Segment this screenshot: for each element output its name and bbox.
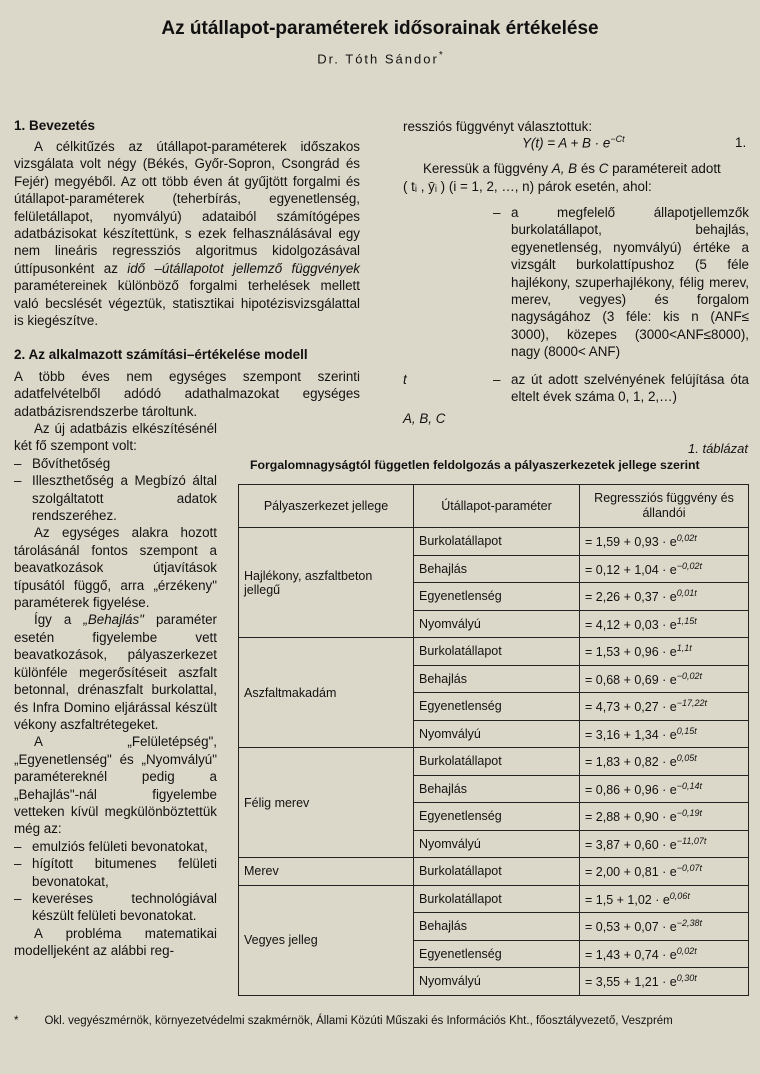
regression-formula-cell <box>580 693 749 721</box>
section-1-paragraph <box>14 138 360 329</box>
table-row <box>239 885 749 913</box>
table-row <box>239 858 749 886</box>
p2-text-c: és <box>577 161 599 176</box>
formula-base: = 4,12 + 0,03 · e <box>585 617 677 632</box>
formula-base: = 2,26 + 0,37 · e <box>585 590 677 605</box>
section-1-emphasis: idő –útállapotot jellemző függvények <box>127 260 360 276</box>
definition-list-2 <box>493 371 749 406</box>
header-regression: Regressziós függvény és állandói <box>580 485 749 528</box>
formula-exponent: −0,19t <box>676 808 703 819</box>
list-item: – keveréses technológiával készült felületi bevonatokat. <box>14 890 217 925</box>
author-line <box>0 50 760 66</box>
parameter-cell: Egyenetlenség <box>414 940 580 968</box>
table-row <box>239 748 749 776</box>
section-2-paragraph-5: A „Felületépség", „Egyenetlenség" és „Nyomvályú" paramétereknél pedig a „Behajlás"-nál figyelembe vetteken kívül megkülönböztettük még az: <box>14 734 217 837</box>
regression-formula-cell <box>580 555 749 583</box>
list-item: – az út adott szelvényének felújítása óta eltelt évek száma 0, 1, 2,…) <box>493 371 749 406</box>
regression-formula-cell <box>580 775 749 803</box>
list-item: – Bővíthetőség <box>14 455 217 472</box>
para-4-text-b: paraméter esetén figyelembe vett beavatkozások, pályaszerkezet különféle megerősítéseit aszfalt betonnal, drénaszfalt burkolattal, és Infra Domino eljárással készült vékony aszfaltrétegeket. <box>14 612 217 732</box>
formula-base: = 0,53 + 0,07 · e <box>585 920 677 935</box>
formula-exponent: 1,1t <box>676 643 692 654</box>
para-4-emphasis: „Behajlás" <box>83 612 144 628</box>
formula-base: = 1,43 + 0,74 · e <box>585 947 677 962</box>
regression-formula-cell <box>580 583 749 611</box>
formula-exponent: 0,05t <box>676 753 697 764</box>
formula-exponent: −0,07t <box>676 863 703 874</box>
regression-formula-cell <box>580 885 749 913</box>
formula-base: = 0,68 + 0,69 · e <box>585 672 677 687</box>
section-2-paragraph-1: A több éves nem egységes szempont szerinti adatfelvételből adódó adathalmazokat egységes adatbázisrendszerbe tároltunk. <box>14 369 360 419</box>
equation-number: 1. <box>735 135 747 150</box>
table-row <box>239 528 749 556</box>
parameter-cell: Behajlás <box>414 913 580 941</box>
formula-exponent: −0,02t <box>676 670 703 681</box>
section-2-paragraph-6: A probléma matematikai modelljeként az alábbi reg- <box>14 925 217 959</box>
formula-base: = 1,59 + 0,93 · e <box>585 535 677 550</box>
formula-exponent: −0,02t <box>676 560 703 571</box>
formula-exponent: 0,06t <box>669 890 690 901</box>
regression-formula-cell <box>580 830 749 858</box>
formula-exponent: −17,22t <box>676 698 708 709</box>
parameter-cell: Behajlás <box>414 775 580 803</box>
formula-exponent: 0,15t <box>676 725 697 736</box>
parameter-cell: Burkolatállapot <box>414 885 580 913</box>
section-1-text-b: paramétereinek különböző forgalmi terhelések mellett való becslését végeztük, statisztikai hipotézisvizsgálattal is kiegészítve. <box>14 278 360 329</box>
parameter-cell: Egyenetlenség <box>414 583 580 611</box>
table-header-row <box>239 485 749 528</box>
footnote <box>14 1015 673 1027</box>
pavement-type-cell: Aszfaltmakadám <box>239 638 414 748</box>
list-item: – a megfelelő állapotjellemzők burkolatállapot, behajlás, egyenetlenség, nyomvályú) értéke a vizsgált burkolattípushoz (5 féle hajlékony, szuperhajlékony, félig merev, merev, vegyes) és forgalom nagyságához (3 féle: kis n (ANF≤ 3000), közepes (3000<ANF≤8000), nagy (8000< ANF) <box>493 204 749 361</box>
regression-formula-cell <box>580 610 749 638</box>
parameter-cell: Behajlás <box>414 665 580 693</box>
formula-base: = 3,16 + 1,34 · e <box>585 727 677 742</box>
section-2-heading: 2. Az alkalmazott számítási–értékelése modell <box>14 347 308 362</box>
regression-formula-cell <box>580 748 749 776</box>
parameter-cell: Egyenetlenség <box>414 693 580 721</box>
p2-text-e: paramétereit adott <box>608 161 721 176</box>
formula-base: = 4,73 + 0,27 · e <box>585 700 677 715</box>
formula-exponent: −11,07t <box>676 835 707 846</box>
table-caption: Forgalomnagyságtól független feldolgozás a pályaszerkezetek jellege szerint <box>250 458 700 472</box>
formula-base: = 1,53 + 0,96 · e <box>585 645 677 660</box>
table-label: 1. táblázat <box>688 441 748 456</box>
right-paragraph-1: ressziós függvényt választottuk: <box>403 119 593 134</box>
parameter-cell: Burkolatállapot <box>414 858 580 886</box>
formula-exponent: 1,15t <box>676 615 697 626</box>
coatings-list <box>14 838 217 925</box>
parameter-cell: Burkolatállapot <box>414 528 580 556</box>
parameter-cell: Egyenetlenség <box>414 803 580 831</box>
abc-label: A, B, C <box>403 411 446 426</box>
formula-base: = 3,55 + 1,21 · e <box>585 975 677 990</box>
formula-exponent: 0,02t <box>676 533 697 544</box>
author-footnote-mark: * <box>438 50 443 61</box>
para-4-text-a: Így a <box>34 612 84 628</box>
footnote-text: Okl. vegyészmérnök, környezetvédelmi szakmérnök, Állami Közúti Műszaki és Információs Kht., főosztályvezető, Veszprém <box>44 1015 673 1027</box>
pavement-type-cell: Merev <box>239 858 414 886</box>
table-body <box>239 528 749 996</box>
formula-exponent: −2,38t <box>676 918 703 929</box>
regression-formula-cell <box>580 638 749 666</box>
header-parameter: Útállapot-paraméter <box>414 485 580 528</box>
section-2-paragraph-2: Az új adatbázis elkészítésénél két fő szempont volt: <box>14 421 217 454</box>
regression-formula-cell <box>580 528 749 556</box>
right-paragraph-2-line-2: ( tᵢ , ȳᵢ ) (i = 1, 2, …, n) párok esetén, ahol: <box>403 179 652 194</box>
section-1-text-a: A célkitűzés az útállapot-paraméterek időszakos vizsgálata volt négy (Békés, Győr-Sopron, Csongrád és Fejér) megyéből. Az ott több éven át gyűjtött forgalmi és útállapot-paraméterek (teherbírás, egyenetlenség, felületállapot, nyomvályú) adataiból számítógépes adatbázisokat készítettünk, s ezek felhasználásával egy nem lineáris regressziós algoritmus kidolgozásával úttípusonként az <box>14 139 360 276</box>
right-paragraph-2 <box>403 160 749 177</box>
definition-list-1 <box>493 204 749 361</box>
table-row <box>239 638 749 666</box>
regression-formula-cell <box>580 913 749 941</box>
page-title: Az útállapot-paraméterek idősorainak értékelése <box>161 18 599 39</box>
author-name: Dr. Tóth Sándor <box>317 51 439 67</box>
section-2-paragraph-3: Az egységes alakra hozott tárolásánál fontos szempont a beavatkozások útjavítások típusától függő, arra „érzékeny" paraméterek figyelése. <box>14 525 217 611</box>
parameter-cell: Burkolatállapot <box>414 638 580 666</box>
formula-base: = 0,12 + 1,04 · e <box>585 562 677 577</box>
p2-param-ab: A, B <box>551 161 578 176</box>
formula-exponent: 0,30t <box>676 973 697 984</box>
equation-exponent: −Ct <box>610 134 625 144</box>
pavement-type-cell: Hajlékony, aszfaltbeton jellegű <box>239 528 414 638</box>
pavement-type-cell: Vegyes jelleg <box>239 885 414 995</box>
list-item: – Illeszthetőség a Megbízó által szolgáltatott adatok rendszeréhez. <box>14 472 217 524</box>
list-item: – emulziós felületi bevonatokat, <box>14 838 217 855</box>
formula-base: = 1,83 + 0,82 · e <box>585 755 677 770</box>
pavement-type-cell: Félig merev <box>239 748 414 858</box>
regression-formula-cell <box>580 803 749 831</box>
regression-formula-cell <box>580 940 749 968</box>
formula-exponent: 0,01t <box>676 588 697 599</box>
regression-equation <box>522 134 625 150</box>
p2-text-a: Keressük a függvény <box>423 161 552 176</box>
formula-exponent: −0,14t <box>676 780 703 791</box>
parameter-cell: Nyomvályú <box>414 968 580 996</box>
section-1-heading: 1. Bevezetés <box>14 118 96 133</box>
section-2-paragraph-4 <box>14 611 217 733</box>
regression-table <box>238 484 749 996</box>
formula-base: = 2,00 + 0,81 · e <box>585 865 677 880</box>
parameter-cell: Nyomvályú <box>414 720 580 748</box>
header-pavement-type: Pályaszerkezet jellege <box>239 485 414 528</box>
formula-base: = 0,86 + 0,96 · e <box>585 782 677 797</box>
t-label: t <box>403 372 407 387</box>
parameter-cell: Nyomvályú <box>414 830 580 858</box>
parameter-cell: Nyomvályú <box>414 610 580 638</box>
requirements-list <box>14 455 217 525</box>
equation-body: Y(t) = A + B · e <box>522 135 611 151</box>
list-item: – hígított bitumenes felületi bevonatokat, <box>14 855 217 890</box>
formula-base: = 2,88 + 0,90 · e <box>585 810 677 825</box>
regression-formula-cell <box>580 968 749 996</box>
formula-base: = 3,87 + 0,60 · e <box>585 837 677 852</box>
regression-formula-cell <box>580 858 749 886</box>
regression-formula-cell <box>580 720 749 748</box>
regression-formula-cell <box>580 665 749 693</box>
footnote-mark: * <box>14 1015 19 1027</box>
parameter-cell: Burkolatállapot <box>414 748 580 776</box>
p2-param-c: C <box>598 161 609 176</box>
left-narrow-column <box>14 420 217 960</box>
formula-exponent: 0,02t <box>676 945 697 956</box>
formula-base: = 1,5 + 1,02 · e <box>585 892 670 907</box>
parameter-cell: Behajlás <box>414 555 580 583</box>
